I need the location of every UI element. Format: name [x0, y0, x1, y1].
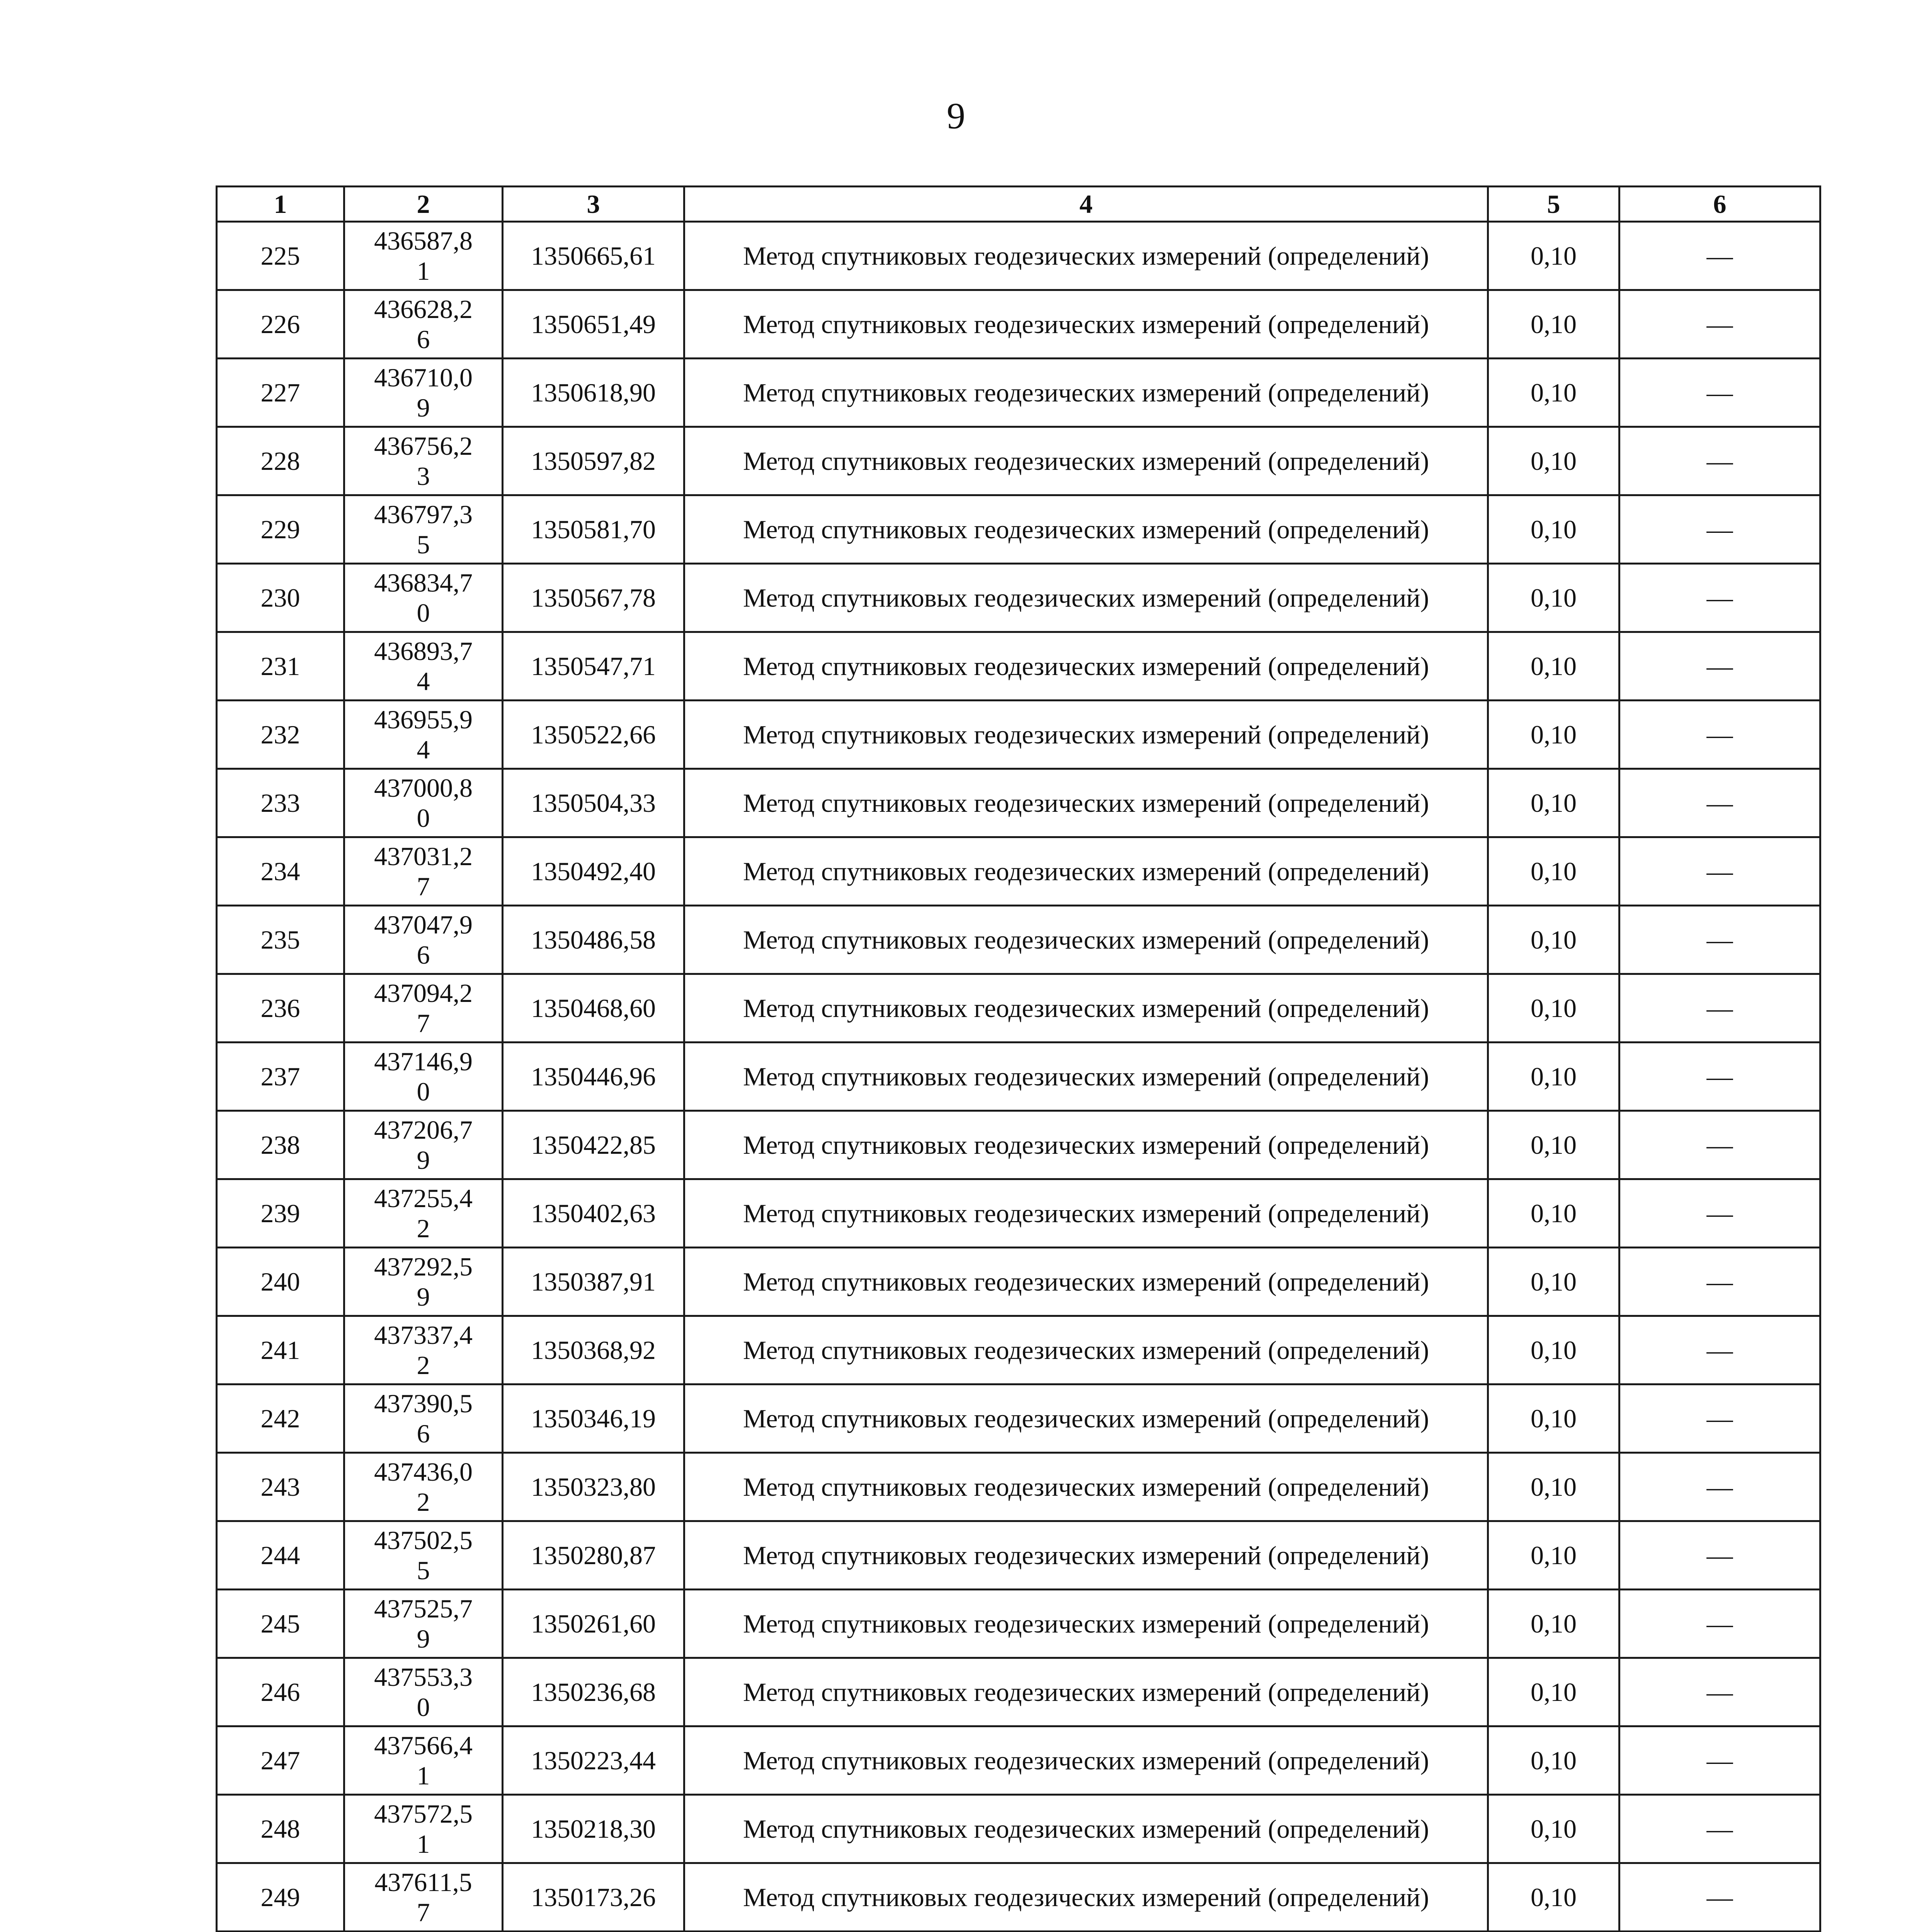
- accuracy-cell: 0,10: [1488, 906, 1619, 974]
- header-col-6: 6: [1619, 187, 1820, 222]
- header-col-2: 2: [344, 187, 503, 222]
- point-number-cell: 231: [217, 632, 344, 701]
- accuracy-cell: 0,10: [1488, 1384, 1619, 1453]
- y-coordinate-cell: 1350368,92: [503, 1316, 684, 1384]
- y-coordinate-cell: 1350422,85: [503, 1111, 684, 1179]
- note-cell: —: [1619, 1111, 1820, 1179]
- y-coordinate-cell: 1350223,44: [503, 1726, 684, 1795]
- table-row: [217, 974, 1820, 1043]
- table-row: [217, 1179, 1820, 1248]
- y-coordinate-cell: 1350492,40: [503, 837, 684, 906]
- x-coordinate-cell: [344, 564, 503, 632]
- x-coordinate-cell: [344, 906, 503, 974]
- table-row: [217, 1590, 1820, 1658]
- accuracy-cell: 0,10: [1488, 359, 1619, 427]
- x-coordinate-value: 436756,23: [374, 431, 473, 491]
- point-number-cell: 234: [217, 837, 344, 906]
- method-cell: Метод спутниковых геодезических измерений (определений): [684, 837, 1488, 906]
- x-coordinate-value: 437094,27: [374, 978, 473, 1038]
- x-coordinate-value: 437292,59: [374, 1252, 473, 1311]
- accuracy-cell: 0,10: [1488, 1316, 1619, 1384]
- x-coordinate-value: 437566,41: [374, 1731, 473, 1790]
- accuracy-cell: 0,10: [1488, 769, 1619, 837]
- method-cell: Метод спутниковых геодезических измерений (определений): [684, 1590, 1488, 1658]
- table-row: [217, 222, 1820, 290]
- table-row: [217, 1453, 1820, 1521]
- x-coordinate-cell: [344, 1863, 503, 1932]
- note-cell: —: [1619, 359, 1820, 427]
- note-cell: —: [1619, 1453, 1820, 1521]
- x-coordinate-value: 437047,96: [374, 910, 473, 969]
- point-number-cell: 238: [217, 1111, 344, 1179]
- x-coordinate-value: 436797,35: [374, 500, 473, 559]
- header-col-3: 3: [503, 187, 684, 222]
- x-coordinate-cell: [344, 837, 503, 906]
- x-coordinate-cell: [344, 632, 503, 701]
- note-cell: —: [1619, 1248, 1820, 1316]
- table-row: [217, 1863, 1820, 1932]
- x-coordinate-value: 437206,79: [374, 1115, 473, 1175]
- note-cell: —: [1619, 1043, 1820, 1111]
- note-cell: —: [1619, 495, 1820, 564]
- method-cell: Метод спутниковых геодезических измерений (определений): [684, 632, 1488, 701]
- accuracy-cell: 0,10: [1488, 495, 1619, 564]
- method-cell: Метод спутниковых геодезических измерений (определений): [684, 222, 1488, 290]
- x-coordinate-value: 436710,09: [374, 363, 473, 422]
- accuracy-cell: 0,10: [1488, 1795, 1619, 1863]
- note-cell: —: [1619, 1521, 1820, 1590]
- point-number-cell: 249: [217, 1863, 344, 1932]
- accuracy-cell: 0,10: [1488, 564, 1619, 632]
- header-col-1: 1: [217, 187, 344, 222]
- x-coordinate-value: 437255,42: [374, 1184, 473, 1243]
- x-coordinate-value: 437000,80: [374, 773, 473, 833]
- note-cell: —: [1619, 974, 1820, 1043]
- coordinates-table: [216, 185, 1821, 1932]
- method-cell: Метод спутниковых геодезических измерений (определений): [684, 359, 1488, 427]
- y-coordinate-cell: 1350581,70: [503, 495, 684, 564]
- method-cell: Метод спутниковых геодезических измерений (определений): [684, 906, 1488, 974]
- y-coordinate-cell: 1350446,96: [503, 1043, 684, 1111]
- point-number-cell: 240: [217, 1248, 344, 1316]
- accuracy-cell: 0,10: [1488, 427, 1619, 495]
- y-coordinate-cell: 1350468,60: [503, 974, 684, 1043]
- note-cell: —: [1619, 1863, 1820, 1932]
- note-cell: —: [1619, 427, 1820, 495]
- accuracy-cell: 0,10: [1488, 1863, 1619, 1932]
- point-number-cell: 248: [217, 1795, 344, 1863]
- x-coordinate-cell: [344, 1316, 503, 1384]
- table-row: [217, 1726, 1820, 1795]
- point-number-cell: 236: [217, 974, 344, 1043]
- point-number-cell: 233: [217, 769, 344, 837]
- point-number-cell: 239: [217, 1179, 344, 1248]
- accuracy-cell: 0,10: [1488, 1658, 1619, 1726]
- y-coordinate-cell: 1350387,91: [503, 1248, 684, 1316]
- note-cell: —: [1619, 564, 1820, 632]
- note-cell: —: [1619, 1316, 1820, 1384]
- x-coordinate-cell: [344, 974, 503, 1043]
- y-coordinate-cell: 1350522,66: [503, 701, 684, 769]
- x-coordinate-cell: [344, 1384, 503, 1453]
- x-coordinate-cell: [344, 495, 503, 564]
- point-number-cell: 246: [217, 1658, 344, 1726]
- x-coordinate-cell: [344, 290, 503, 359]
- x-coordinate-cell: [344, 1726, 503, 1795]
- point-number-cell: 237: [217, 1043, 344, 1111]
- accuracy-cell: 0,10: [1488, 1043, 1619, 1111]
- x-coordinate-value: 436834,70: [374, 568, 473, 628]
- method-cell: Метод спутниковых геодезических измерений (определений): [684, 1248, 1488, 1316]
- table-header: [217, 187, 1820, 222]
- note-cell: —: [1619, 837, 1820, 906]
- x-coordinate-cell: [344, 1111, 503, 1179]
- x-coordinate-value: 437146,90: [374, 1047, 473, 1106]
- y-coordinate-cell: 1350236,68: [503, 1658, 684, 1726]
- point-number-cell: 243: [217, 1453, 344, 1521]
- header-col-5: 5: [1488, 187, 1619, 222]
- y-coordinate-cell: 1350567,78: [503, 564, 684, 632]
- accuracy-cell: 0,10: [1488, 701, 1619, 769]
- point-number-cell: 225: [217, 222, 344, 290]
- point-number-cell: 232: [217, 701, 344, 769]
- x-coordinate-value: 436587,81: [374, 226, 473, 286]
- y-coordinate-cell: 1350280,87: [503, 1521, 684, 1590]
- x-coordinate-value: 437525,79: [374, 1594, 473, 1653]
- point-number-cell: 242: [217, 1384, 344, 1453]
- accuracy-cell: 0,10: [1488, 222, 1619, 290]
- method-cell: Метод спутниковых геодезических измерений (определений): [684, 974, 1488, 1043]
- method-cell: Метод спутниковых геодезических измерений (определений): [684, 769, 1488, 837]
- method-cell: Метод спутниковых геодезических измерений (определений): [684, 290, 1488, 359]
- table-row: [217, 564, 1820, 632]
- method-cell: Метод спутниковых геодезических измерений (определений): [684, 427, 1488, 495]
- x-coordinate-cell: [344, 1453, 503, 1521]
- method-cell: Метод спутниковых геодезических измерений (определений): [684, 1043, 1488, 1111]
- method-cell: Метод спутниковых геодезических измерений (определений): [684, 1521, 1488, 1590]
- x-coordinate-value: 437337,42: [374, 1320, 473, 1380]
- x-coordinate-cell: [344, 1795, 503, 1863]
- method-cell: Метод спутниковых геодезических измерений (определений): [684, 1726, 1488, 1795]
- method-cell: Метод спутниковых геодезических измерений (определений): [684, 564, 1488, 632]
- table-row: [217, 1658, 1820, 1726]
- table-row: [217, 906, 1820, 974]
- x-coordinate-value: 437436,02: [374, 1457, 473, 1517]
- point-number-cell: 245: [217, 1590, 344, 1658]
- method-cell: Метод спутниковых геодезических измерений (определений): [684, 1111, 1488, 1179]
- page-number: 9: [947, 95, 965, 136]
- method-cell: Метод спутниковых геодезических измерений (определений): [684, 1384, 1488, 1453]
- note-cell: —: [1619, 769, 1820, 837]
- table-row: [217, 1316, 1820, 1384]
- table-row: [217, 1521, 1820, 1590]
- point-number-cell: 229: [217, 495, 344, 564]
- note-cell: —: [1619, 1384, 1820, 1453]
- x-coordinate-value: 437572,51: [374, 1799, 473, 1859]
- table-row: [217, 701, 1820, 769]
- point-number-cell: 226: [217, 290, 344, 359]
- point-number-cell: 241: [217, 1316, 344, 1384]
- accuracy-cell: 0,10: [1488, 1179, 1619, 1248]
- note-cell: —: [1619, 1658, 1820, 1726]
- accuracy-cell: 0,10: [1488, 1590, 1619, 1658]
- accuracy-cell: 0,10: [1488, 974, 1619, 1043]
- table-row: [217, 359, 1820, 427]
- table-row: [217, 769, 1820, 837]
- y-coordinate-cell: 1350504,33: [503, 769, 684, 837]
- note-cell: —: [1619, 1795, 1820, 1863]
- table-row: [217, 427, 1820, 495]
- accuracy-cell: 0,10: [1488, 1453, 1619, 1521]
- accuracy-cell: 0,10: [1488, 837, 1619, 906]
- note-cell: —: [1619, 906, 1820, 974]
- y-coordinate-cell: 1350665,61: [503, 222, 684, 290]
- method-cell: Метод спутниковых геодезических измерений (определений): [684, 1658, 1488, 1726]
- note-cell: —: [1619, 290, 1820, 359]
- method-cell: Метод спутниковых геодезических измерений (определений): [684, 1795, 1488, 1863]
- y-coordinate-cell: 1350261,60: [503, 1590, 684, 1658]
- method-cell: Метод спутниковых геодезических измерений (определений): [684, 1179, 1488, 1248]
- x-coordinate-cell: [344, 1248, 503, 1316]
- x-coordinate-cell: [344, 1179, 503, 1248]
- y-coordinate-cell: 1350547,71: [503, 632, 684, 701]
- header-col-4: 4: [684, 187, 1488, 222]
- x-coordinate-cell: [344, 427, 503, 495]
- accuracy-cell: 0,10: [1488, 632, 1619, 701]
- table-row: [217, 1795, 1820, 1863]
- header-row: [217, 187, 1820, 222]
- note-cell: —: [1619, 1726, 1820, 1795]
- point-number-cell: 228: [217, 427, 344, 495]
- x-coordinate-value: 437502,55: [374, 1526, 473, 1585]
- table-row: [217, 632, 1820, 701]
- point-number-cell: 235: [217, 906, 344, 974]
- x-coordinate-cell: [344, 1658, 503, 1726]
- y-coordinate-cell: 1350218,30: [503, 1795, 684, 1863]
- y-coordinate-cell: 1350597,82: [503, 427, 684, 495]
- table-row: [217, 290, 1820, 359]
- point-number-cell: 230: [217, 564, 344, 632]
- x-coordinate-cell: [344, 701, 503, 769]
- accuracy-cell: 0,10: [1488, 1111, 1619, 1179]
- x-coordinate-value: 437031,27: [374, 842, 473, 901]
- method-cell: Метод спутниковых геодезических измерений (определений): [684, 701, 1488, 769]
- x-coordinate-value: 437390,56: [374, 1389, 473, 1448]
- table-row: [217, 495, 1820, 564]
- method-cell: Метод спутниковых геодезических измерений (определений): [684, 495, 1488, 564]
- note-cell: —: [1619, 222, 1820, 290]
- x-coordinate-cell: [344, 1590, 503, 1658]
- y-coordinate-cell: 1350346,19: [503, 1384, 684, 1453]
- point-number-cell: 247: [217, 1726, 344, 1795]
- x-coordinate-value: 437553,30: [374, 1662, 473, 1722]
- x-coordinate-cell: [344, 1043, 503, 1111]
- accuracy-cell: 0,10: [1488, 1521, 1619, 1590]
- y-coordinate-cell: 1350402,63: [503, 1179, 684, 1248]
- table-row: [217, 1043, 1820, 1111]
- point-number-cell: 244: [217, 1521, 344, 1590]
- x-coordinate-value: 436628,26: [374, 294, 473, 354]
- table-row: [217, 1384, 1820, 1453]
- x-coordinate-cell: [344, 359, 503, 427]
- point-number-cell: 227: [217, 359, 344, 427]
- accuracy-cell: 0,10: [1488, 1726, 1619, 1795]
- table-body: [217, 222, 1820, 1932]
- note-cell: —: [1619, 1179, 1820, 1248]
- y-coordinate-cell: 1350618,90: [503, 359, 684, 427]
- x-coordinate-value: 437611,57: [374, 1867, 472, 1927]
- x-coordinate-cell: [344, 222, 503, 290]
- method-cell: Метод спутниковых геодезических измерений (определений): [684, 1453, 1488, 1521]
- y-coordinate-cell: 1350323,80: [503, 1453, 684, 1521]
- y-coordinate-cell: 1350486,58: [503, 906, 684, 974]
- accuracy-cell: 0,10: [1488, 1248, 1619, 1316]
- x-coordinate-cell: [344, 769, 503, 837]
- method-cell: Метод спутниковых геодезических измерений (определений): [684, 1863, 1488, 1932]
- x-coordinate-cell: [344, 1521, 503, 1590]
- y-coordinate-cell: 1350651,49: [503, 290, 684, 359]
- note-cell: —: [1619, 632, 1820, 701]
- note-cell: —: [1619, 701, 1820, 769]
- x-coordinate-value: 436955,94: [374, 705, 473, 764]
- accuracy-cell: 0,10: [1488, 290, 1619, 359]
- table-row: [217, 837, 1820, 906]
- table-row: [217, 1248, 1820, 1316]
- note-cell: —: [1619, 1590, 1820, 1658]
- table-row: [217, 1111, 1820, 1179]
- y-coordinate-cell: 1350173,26: [503, 1863, 684, 1932]
- method-cell: Метод спутниковых геодезических измерений (определений): [684, 1316, 1488, 1384]
- x-coordinate-value: 436893,74: [374, 636, 473, 696]
